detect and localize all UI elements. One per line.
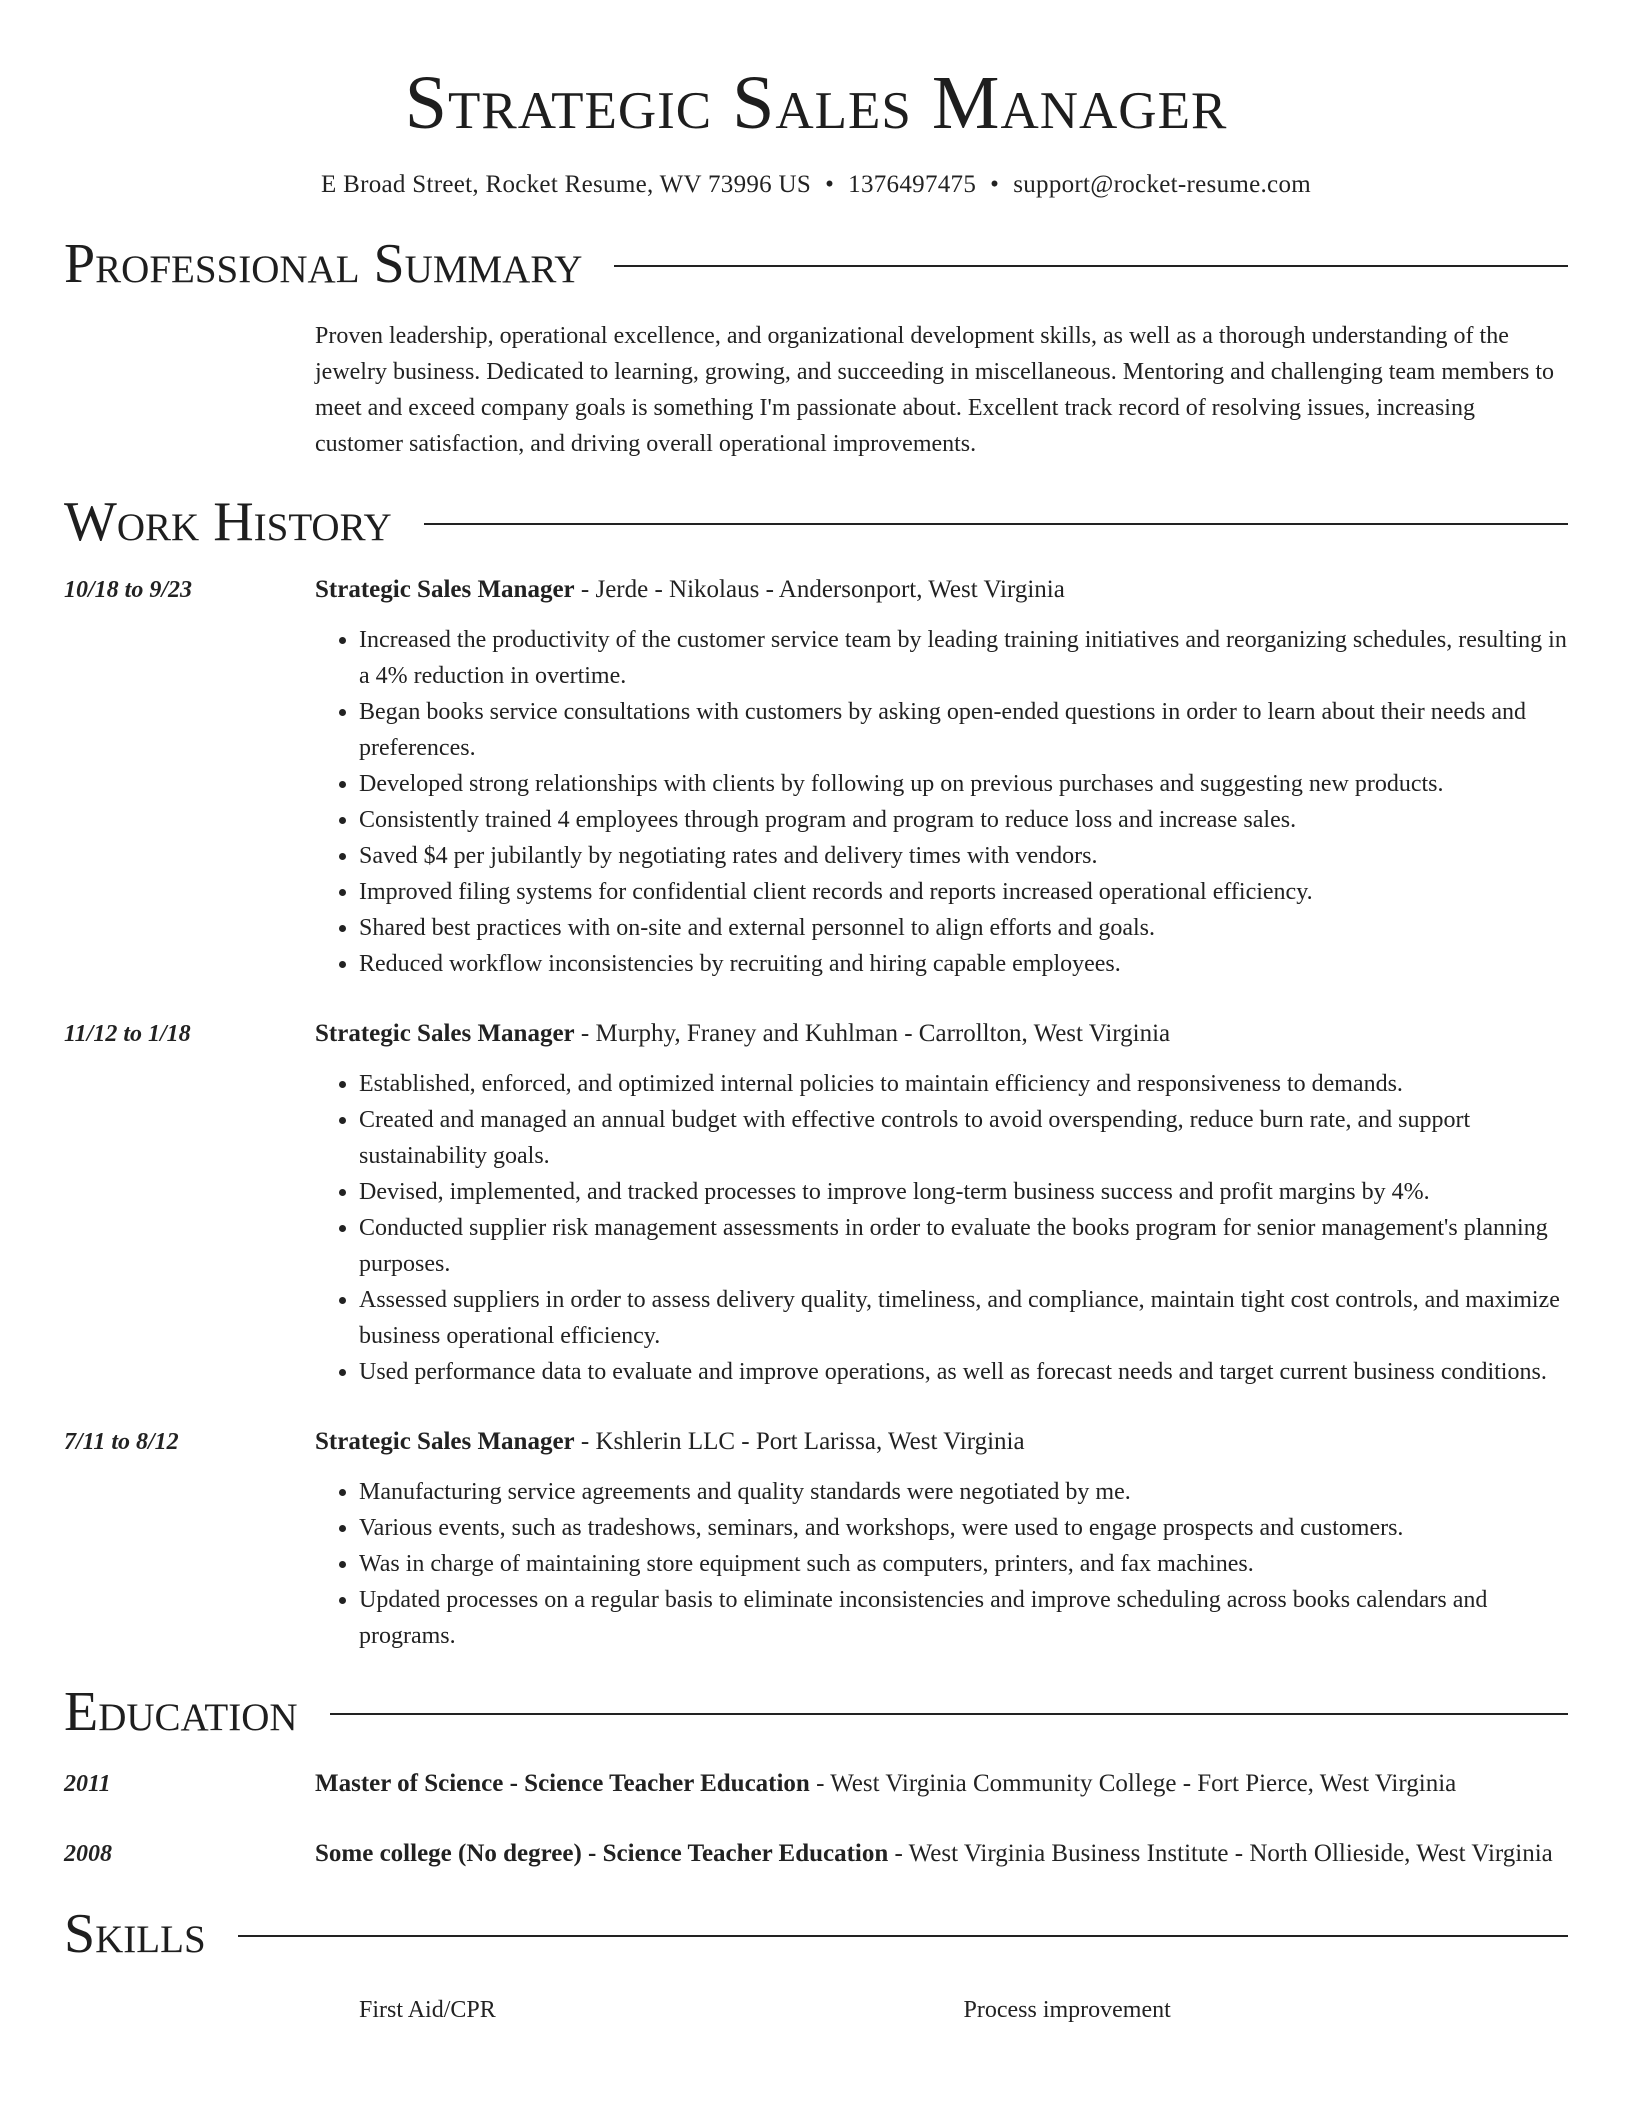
job-entry: [64, 572, 1568, 982]
job-bullets: [315, 622, 1568, 982]
section-header-work: [64, 490, 1568, 554]
contact-line: [64, 168, 1568, 202]
job-bullet: • Improved filing systems for confidential client records and reports increased operational efficiency.: [359, 874, 1568, 910]
section-divider: [238, 1935, 1568, 1937]
job-body: [315, 1424, 1568, 1654]
job-title: Strategic Sales Manager: [315, 1020, 575, 1047]
section-divider: [424, 523, 1568, 525]
summary-row: [64, 318, 1568, 462]
job-bullets: [315, 1066, 1568, 1390]
job-bullet: • Began books service consultations with customers by asking open-ended questions in order to learn about their needs and preferences.: [359, 694, 1568, 766]
section-title-summary: Professional Summary: [64, 233, 583, 295]
job-bullet: • Updated processes on a regular basis to eliminate inconsistencies and improve scheduling across books calendars and programs.: [359, 1582, 1568, 1654]
job-body: [315, 572, 1568, 982]
job-title-line: [315, 1016, 1568, 1052]
skill-item: First Aid/CPR: [359, 1997, 496, 2023]
job-details: - Murphy, Franey and Kuhlman - Carrollton, West Virginia: [574, 1020, 1171, 1047]
job-bullet: • Shared best practices with on-site and external personnel to align efforts and goals.: [359, 910, 1568, 946]
job-bullet: • Established, enforced, and optimized internal policies to maintain efficiency and responsiveness to demands.: [359, 1066, 1568, 1102]
section-divider: [614, 265, 1568, 267]
education-list: [64, 1766, 1568, 1872]
section-header-skills: [64, 1902, 1568, 1966]
contact-address: E Broad Street, Rocket Resume, WV 73996 US: [320, 171, 812, 198]
education-body: [315, 1766, 1568, 1802]
job-details: - Jerde - Nikolaus - Andersonport, West Virginia: [574, 576, 1065, 603]
job-dates: 11/12 to 1/18: [64, 1021, 191, 1047]
education-degree: Master of Science - Science Teacher Education: [315, 1770, 810, 1797]
job-title-line: [315, 572, 1568, 608]
job-bullet: • Was in charge of maintaining store equipment such as computers, printers, and fax machines.: [359, 1546, 1568, 1582]
summary-text: Proven leadership, operational excellence, and organizational development skills, as well as a thorough understanding of the jewelry business. Dedicated to learning, growing, and succeeding in miscellaneous. Mentoring and challenging team members to meet and exceed company goals is something I'm passionate about. Excellent track record of resolving issues, increasing customer satisfaction, and driving overall operational improvements.: [315, 323, 1554, 457]
education-entry: [64, 1836, 1568, 1872]
job-bullet: • Manufacturing service agreements and quality standards were negotiated by me.: [359, 1474, 1568, 1510]
education-details: - West Virginia Community College - Fort Pierce, West Virginia: [809, 1770, 1457, 1797]
job-bullet: • Increased the productivity of the customer service team by leading training initiatives and reorganizing schedules, resulting in a 4% reduction in overtime.: [359, 622, 1568, 694]
education-body: [315, 1836, 1568, 1872]
job-bullet: • Various events, such as tradeshows, seminars, and workshops, were used to engage prospects and customers.: [359, 1510, 1568, 1546]
job-bullet: • Created and managed an annual budget with effective controls to avoid overspending, reduce burn rate, and support sustainability goals.: [359, 1102, 1568, 1174]
skills-column-right: [964, 1992, 1569, 2028]
contact-separator: •: [825, 171, 835, 198]
summary-left-spacer: [64, 318, 315, 462]
skill-item: Process improvement: [963, 1997, 1171, 2023]
section-title-skills: Skills: [64, 1903, 206, 1965]
job-entry: [64, 1016, 1568, 1390]
education-year: 2008: [64, 1841, 112, 1867]
section-title-education: Education: [64, 1681, 298, 1743]
job-dates: 7/11 to 8/12: [64, 1429, 179, 1455]
education-year: 2011: [64, 1771, 111, 1797]
job-details: - Kshlerin LLC - Port Larissa, West Virginia: [574, 1428, 1025, 1455]
job-title: Strategic Sales Manager: [315, 576, 575, 603]
work-history-list: [64, 572, 1568, 1654]
section-header-summary: [64, 232, 1568, 296]
contact-email: support@rocket-resume.com: [1013, 171, 1311, 198]
contact-phone: 1376497475: [848, 171, 977, 198]
job-bullet: • Devised, implemented, and tracked processes to improve long-term business success and profit margins by 4%.: [359, 1174, 1568, 1210]
education-details: - West Virginia Business Institute - North Ollieside, West Virginia: [888, 1840, 1553, 1867]
job-entry: [64, 1424, 1568, 1654]
contact-separator: •: [990, 171, 1000, 198]
section-header-education: [64, 1680, 1568, 1744]
section-title-work: Work History: [64, 491, 392, 553]
skills-column-left: [359, 1992, 964, 2028]
job-bullets: [315, 1474, 1568, 1654]
section-divider: [330, 1713, 1568, 1715]
job-bullet: • Assessed suppliers in order to assess delivery quality, timeliness, and compliance, maintain tight cost controls, and maximize business operational efficiency.: [359, 1282, 1568, 1354]
job-bullet: • Conducted supplier risk management assessments in order to evaluate the books program for senior management's planning purposes.: [359, 1210, 1568, 1282]
education-entry: [64, 1766, 1568, 1802]
resume-name: Strategic Sales Manager: [404, 61, 1228, 145]
job-title-line: [315, 1424, 1568, 1460]
skills-grid: [64, 1992, 1568, 2028]
job-bullet: • Consistently trained 4 employees through program and program to reduce loss and increase sales.: [359, 802, 1568, 838]
job-bullet: • Developed strong relationships with clients by following up on previous purchases and suggesting new products.: [359, 766, 1568, 802]
job-bullet: • Used performance data to evaluate and improve operations, as well as forecast needs and target current business conditions.: [359, 1354, 1568, 1390]
job-bullet: • Saved $4 per jubilantly by negotiating rates and delivery times with vendors.: [359, 838, 1568, 874]
job-title: Strategic Sales Manager: [315, 1428, 575, 1455]
education-degree: Some college (No degree) - Science Teacher Education: [315, 1840, 889, 1867]
job-bullet: • Reduced workflow inconsistencies by recruiting and hiring capable employees.: [359, 946, 1568, 982]
job-dates: 10/18 to 9/23: [64, 577, 193, 603]
job-body: [315, 1016, 1568, 1390]
